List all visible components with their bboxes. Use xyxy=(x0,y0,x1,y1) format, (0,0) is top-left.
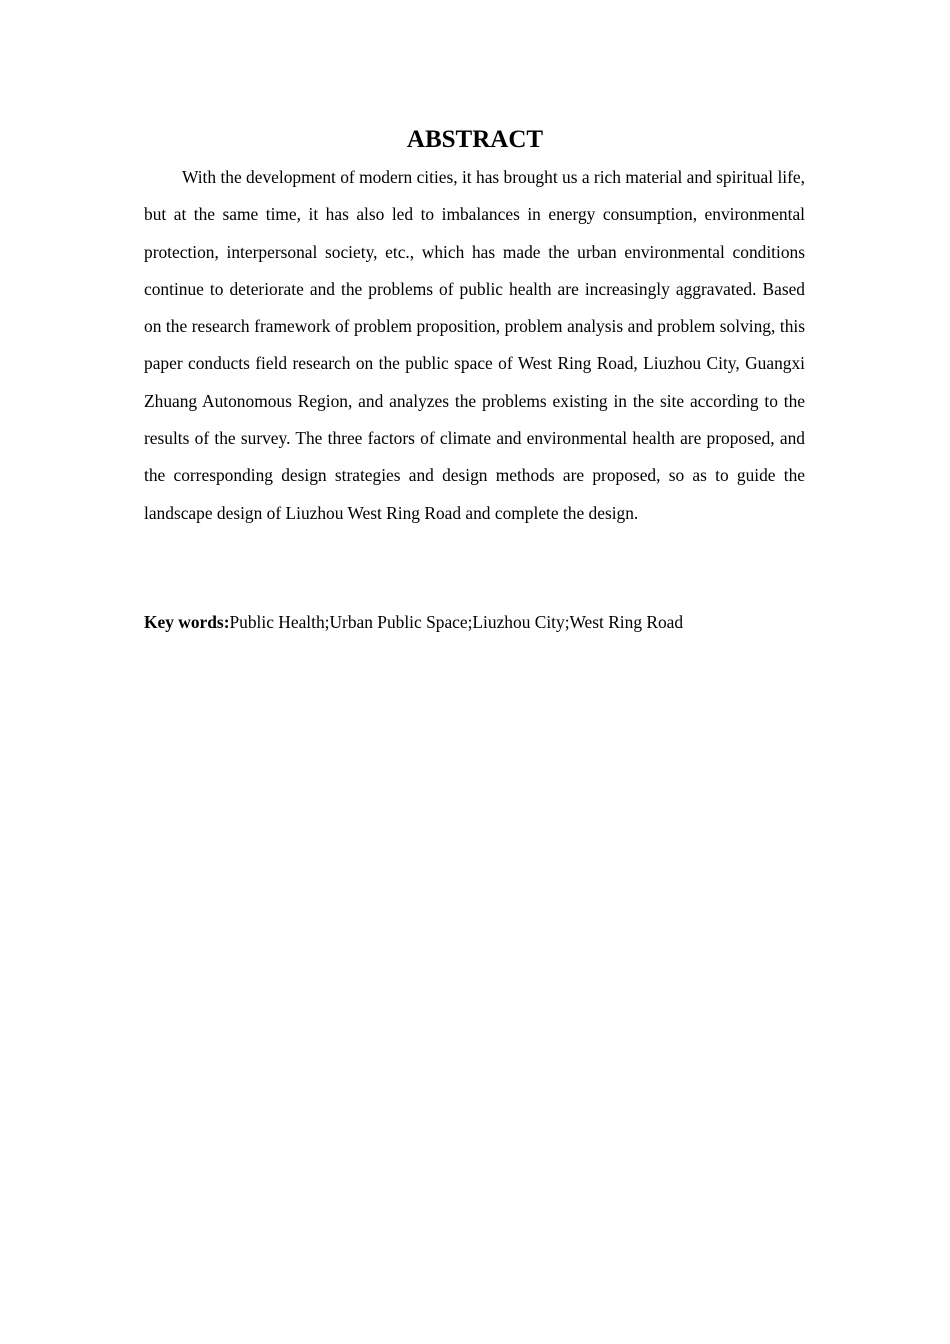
keywords-label: Key words: xyxy=(144,612,230,632)
abstract-paragraph: With the development of modern cities, it has brought us a rich material and spiritual life, but at the same time, it has also led to imbalances in energy consumption, environmental protection, interpersonal society, etc., which has made the urban environmental conditions continue to deteriorate and the problems of public health are increasingly aggravated. Based on the research framework of problem proposition, problem analysis and problem solving, this paper conducts field research on the public space of West Ring Road, Liuzhou City, Guangxi Zhuang Autonomous Region, and analyzes the problems existing in the site according to the results of the survey. The three factors of climate and environmental health are proposed, and the corresponding design strategies and design methods are proposed, so as to guide the landscape design of Liuzhou West Ring Road and complete the design. xyxy=(144,167,805,523)
keywords-line xyxy=(144,604,844,641)
page-title: ABSTRACT xyxy=(406,126,544,153)
keywords-text: Public Health;Urban Public Space;Liuzhou City;West Ring Road xyxy=(229,612,684,632)
